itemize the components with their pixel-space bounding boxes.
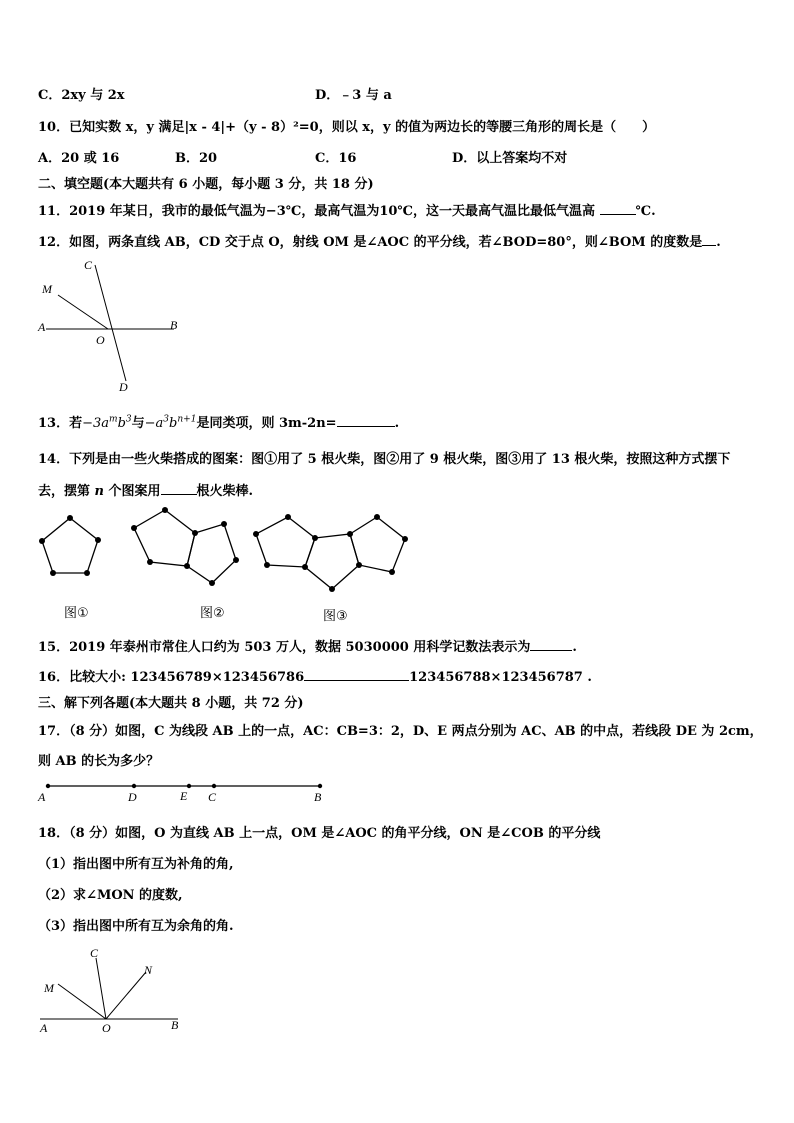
q10-option-c: C．16 xyxy=(315,151,357,166)
figure-1-pentagon xyxy=(42,518,98,573)
figure-2-vertices xyxy=(131,507,239,586)
q12 xyxy=(38,231,721,250)
q13-expr2 xyxy=(145,416,197,431)
ray-on xyxy=(106,972,146,1019)
label-c: C xyxy=(208,790,217,804)
q15-text: 15．2019 年泰州市常住人口约为 503 万人，数据 5030000 用科学记数法表示为 xyxy=(38,640,531,655)
label-e: E xyxy=(180,789,188,803)
q14-n: n xyxy=(94,484,104,499)
q10-option-a: A．20 或 16 xyxy=(38,151,120,166)
q12-text: 12．如图，两条直线 AB，CD 交于点 O，射线 OM 是∠AOC 的平分线，若∠BOD=80°，则∠BOM 的度数是 xyxy=(38,235,703,250)
q18-part-2: （2）求∠MON 的度数, xyxy=(38,888,183,903)
q18-part-1: （1）指出图中所有互为补角的角, xyxy=(38,857,234,872)
q9-option-d xyxy=(315,84,392,103)
label-c: C xyxy=(84,258,93,272)
q9-option-d-expr: ﹣3 与 a xyxy=(339,88,392,103)
label-b: B xyxy=(314,790,322,804)
ray-om xyxy=(58,295,108,329)
q13-expr1 xyxy=(82,416,132,431)
q14-line2 xyxy=(38,480,253,499)
q15-answer-blank[interactable] xyxy=(530,650,572,651)
q13-exp-3: 3 xyxy=(125,414,132,425)
q9-option-c xyxy=(38,84,125,103)
section-heading-solve: 三、解下列各题(本大题共 8 小题，共 72 分) xyxy=(38,696,304,711)
q10-stem: 10．已知实数 x，y 满足|x - 4|+（y - 8）²=0，则以 x，y 的值为两边长的等腰三角形的周长是（ ） xyxy=(38,120,656,135)
caption-figure-3: 图③ xyxy=(323,609,348,624)
q16-end: 123456788×123456787 . xyxy=(409,670,592,685)
q16-text: 16．比较大小: 123456789×123456786 xyxy=(38,670,305,685)
q12-answer-blank[interactable] xyxy=(702,245,716,246)
label-m: M xyxy=(44,981,54,995)
q13-b2: b xyxy=(169,416,178,431)
label-d: D xyxy=(119,380,128,394)
q13-exp-3b: 3 xyxy=(163,414,170,425)
q15-end: . xyxy=(572,640,577,655)
figure-3-vertices xyxy=(253,514,408,592)
figure-1-vertices xyxy=(39,515,101,576)
q13-expr1-base: −3a xyxy=(82,416,110,431)
q14-line1: 14．下列是由一些火柴搭成的图案：图①用了 5 根火柴，图②用了 9 根火柴，图③用了 13 根火柴，按照这种方式摆下 xyxy=(38,452,731,467)
q13-mid: 与 xyxy=(131,416,145,431)
q15 xyxy=(38,636,577,655)
q12-end: . xyxy=(716,235,721,250)
q16 xyxy=(38,666,592,685)
q13-post: 是同类项，则 3m-2n= xyxy=(196,416,337,431)
ray-oc xyxy=(96,958,106,1019)
q11-unit: ℃. xyxy=(635,204,656,219)
q12-intersecting-lines-figure xyxy=(30,255,190,395)
q17-segment-figure xyxy=(38,778,338,808)
label-b: B xyxy=(170,318,178,332)
q14-pre: 去，摆第 xyxy=(38,484,91,499)
q13-end: . xyxy=(394,416,400,431)
q11-text: 11．2019 年某日，我市的最低气温为−3℃，最高气温为10℃，这一天最高气温比最低气温高 xyxy=(38,204,595,219)
label-c: C xyxy=(90,946,99,960)
q16-answer-blank[interactable] xyxy=(304,680,409,681)
q13-exp-m: m xyxy=(109,414,118,425)
caption-figure-1: 图① xyxy=(64,606,89,621)
q18-angle-figure xyxy=(36,948,196,1038)
figure-3-pentagons xyxy=(256,517,405,589)
q18-part-3: （3）指出图中所有互为余角的角. xyxy=(38,919,234,934)
q17-line2: 则 AB 的长为多少？ xyxy=(38,754,160,769)
label-a: A xyxy=(38,790,46,804)
q10-option-d: D．以上答案均不对 xyxy=(452,151,568,166)
q14-mid: 个图案用 xyxy=(108,484,161,499)
q9-option-c-label: C． xyxy=(38,88,62,103)
label-o: O xyxy=(96,333,105,347)
q9-option-d-label: D． xyxy=(315,88,340,103)
q13-expr2-base: −a xyxy=(144,416,164,431)
q13-exp-n1: n+1 xyxy=(177,414,197,425)
q10-option-b: B．20 xyxy=(175,151,218,166)
section-heading-fill-in: 二、填空题(本大题共有 6 小题，每小题 3 分，共 18 分) xyxy=(38,177,374,192)
label-a: A xyxy=(38,320,46,334)
q14-post: 根火柴棒. xyxy=(196,484,254,499)
ray-om xyxy=(58,984,106,1019)
label-a: A xyxy=(40,1021,48,1035)
label-m: M xyxy=(42,282,52,296)
label-n: N xyxy=(144,963,153,977)
caption-figure-2: 图② xyxy=(200,606,225,621)
q14-answer-blank[interactable] xyxy=(161,494,197,495)
q13 xyxy=(38,412,399,431)
q13-b: b xyxy=(117,416,126,431)
label-d: D xyxy=(128,790,137,804)
label-b: B xyxy=(171,1018,179,1032)
q11 xyxy=(38,200,656,219)
q9-option-c-expr: 2xy 与 2x xyxy=(61,88,125,103)
q13-answer-blank[interactable] xyxy=(337,426,395,427)
figure-2-pentagons xyxy=(134,510,236,583)
q17-line1: 17．（8 分）如图，C 为线段 AB 上的一点，AC：CB=3：2，D、E 两点分别为 AC、AB 的中点，若线段 DE 为 2cm， xyxy=(38,724,763,739)
q18-stem: 18．（8 分）如图，O 为直线 AB 上一点，OM 是∠AOC 的角平分线，ON 是∠COB 的平分线 xyxy=(38,826,601,841)
q11-answer-blank[interactable] xyxy=(600,214,636,215)
q13-pre: 13．若 xyxy=(38,416,83,431)
label-o: O xyxy=(102,1021,111,1035)
q14-matchstick-figures xyxy=(35,510,435,610)
